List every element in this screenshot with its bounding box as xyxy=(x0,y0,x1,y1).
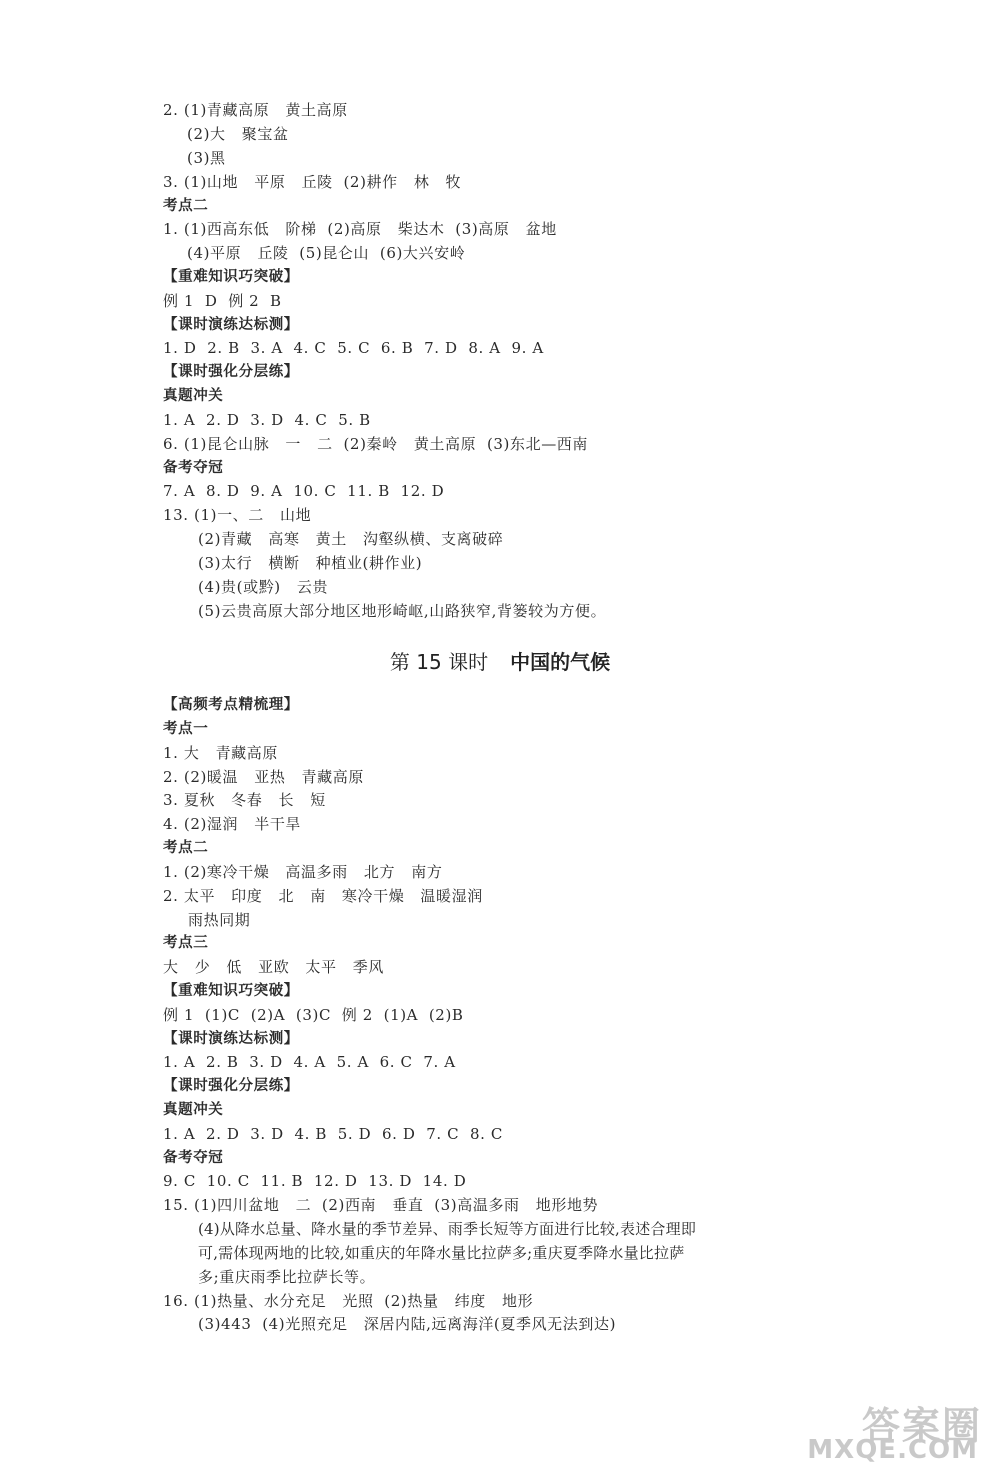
answer-line: 6. (1)昆仑山脉 一 二 (2)秦岭 黄土高原 (3)东北—西南 xyxy=(163,435,589,453)
answer-line: 多;重庆雨季比拉萨长等。 xyxy=(198,1268,376,1286)
section-heading: 备考夺冠 xyxy=(163,460,224,476)
answer-line: (4)贵(或黔) 云贵 xyxy=(198,578,329,596)
answer-line: 16. (1)热量、水分充足 光照 (2)热量 纬度 地形 xyxy=(163,1292,534,1310)
answer-line: 13. (1)一、二 山地 xyxy=(163,506,312,524)
answer-line: 3. (1)山地 平原 丘陵 (2)耕作 林 牧 xyxy=(163,173,462,191)
answer-line: 大 少 低 亚欧 太平 季风 xyxy=(163,958,384,976)
answer-line: 3. 夏秋 冬春 长 短 xyxy=(163,791,326,809)
lesson-number: 第 15 课时 xyxy=(389,650,489,674)
lesson-title xyxy=(0,646,1000,675)
answer-line: 2. (1)青藏高原 黄土高原 xyxy=(163,101,348,119)
answer-line: 4. (2)湿润 半干旱 xyxy=(163,815,302,833)
answer-line: (3)443 (4)光照充足 深居内陆,远离海洋(夏季风无法到达) xyxy=(198,1315,617,1333)
section-heading: 【课时强化分层练】 xyxy=(163,1078,299,1094)
answer-line: 9. C 10. C 11. B 12. D 13. D 14. D xyxy=(163,1172,467,1190)
section-heading: 【课时演练达标测】 xyxy=(163,317,299,333)
answer-line: 1. A 2. D 3. D 4. B 5. D 6. D 7. C 8. C xyxy=(163,1125,503,1143)
section-heading: 备考夺冠 xyxy=(163,1150,224,1166)
answer-line: 1. A 2. B 3. D 4. A 5. A 6. C 7. A xyxy=(163,1053,456,1071)
watermark-logo: 答案圈 xyxy=(861,1404,982,1448)
answer-line: 2. 太平 印度 北 南 寒冷干燥 温暖湿润 xyxy=(163,887,483,905)
section-heading: 考点二 xyxy=(163,840,209,856)
answer-line: 可,需体现两地的比较,如重庆的年降水量比拉萨多;重庆夏季降水量比拉萨 xyxy=(198,1244,685,1262)
answer-line: (2)大 聚宝盆 xyxy=(187,125,289,143)
answer-line: 例 1 D 例 2 B xyxy=(163,292,282,310)
answer-line: (3)太行 横断 种植业(耕作业) xyxy=(198,554,423,572)
section-heading: 【重难知识巧突破】 xyxy=(163,983,299,999)
answer-line: 1. A 2. D 3. D 4. C 5. B xyxy=(163,411,371,429)
section-heading: 【重难知识巧突破】 xyxy=(163,269,299,285)
watermark-url: MXQE.COM xyxy=(807,1435,978,1465)
answer-line: 1. 大 青藏高原 xyxy=(163,744,278,762)
section-heading: 【课时强化分层练】 xyxy=(163,364,299,380)
watermark xyxy=(732,1395,982,1465)
section-heading: 【课时演练达标测】 xyxy=(163,1031,299,1047)
answer-line: 15. (1)四川盆地 二 (2)西南 垂直 (3)高温多雨 地形地势 xyxy=(163,1196,599,1214)
answer-line: 2. (2)暖温 亚热 青藏高原 xyxy=(163,768,364,786)
answer-line: 7. A 8. D 9. A 10. C 11. B 12. D xyxy=(163,482,445,500)
section-heading: 真题冲关 xyxy=(163,388,224,404)
answer-line: 1. (2)寒冷干燥 高温多雨 北方 南方 xyxy=(163,863,443,881)
answer-line: (2)青藏 高寒 黄土 沟壑纵横、支离破碎 xyxy=(198,530,504,548)
section-heading: 考点二 xyxy=(163,198,209,214)
answer-line: 雨热同期 xyxy=(188,911,251,929)
answer-line: 1. (1)西高东低 阶梯 (2)高原 柴达木 (3)高原 盆地 xyxy=(163,220,557,238)
section-heading: 真题冲关 xyxy=(163,1102,224,1118)
answer-line: (4)平原 丘陵 (5)昆仑山 (6)大兴安岭 xyxy=(187,244,466,262)
answer-line: (4)从降水总量、降水量的季节差异、雨季长短等方面进行比较,表述合理即 xyxy=(198,1220,697,1238)
answer-line: 例 1 (1)C (2)A (3)C 例 2 (1)A (2)B xyxy=(163,1006,464,1024)
section-heading: 考点三 xyxy=(163,935,209,951)
section-heading: 【高频考点精梳理】 xyxy=(163,697,299,713)
lesson-name: 中国的气候 xyxy=(510,650,611,674)
answer-line: (3)黑 xyxy=(187,149,226,167)
answer-line: (5)云贵高原大部分地区地形崎岖,山路狭窄,背篓较为方便。 xyxy=(198,602,607,620)
section-heading: 考点一 xyxy=(163,721,209,737)
answer-line: 1. D 2. B 3. A 4. C 5. C 6. B 7. D 8. A 9. A xyxy=(163,339,544,357)
